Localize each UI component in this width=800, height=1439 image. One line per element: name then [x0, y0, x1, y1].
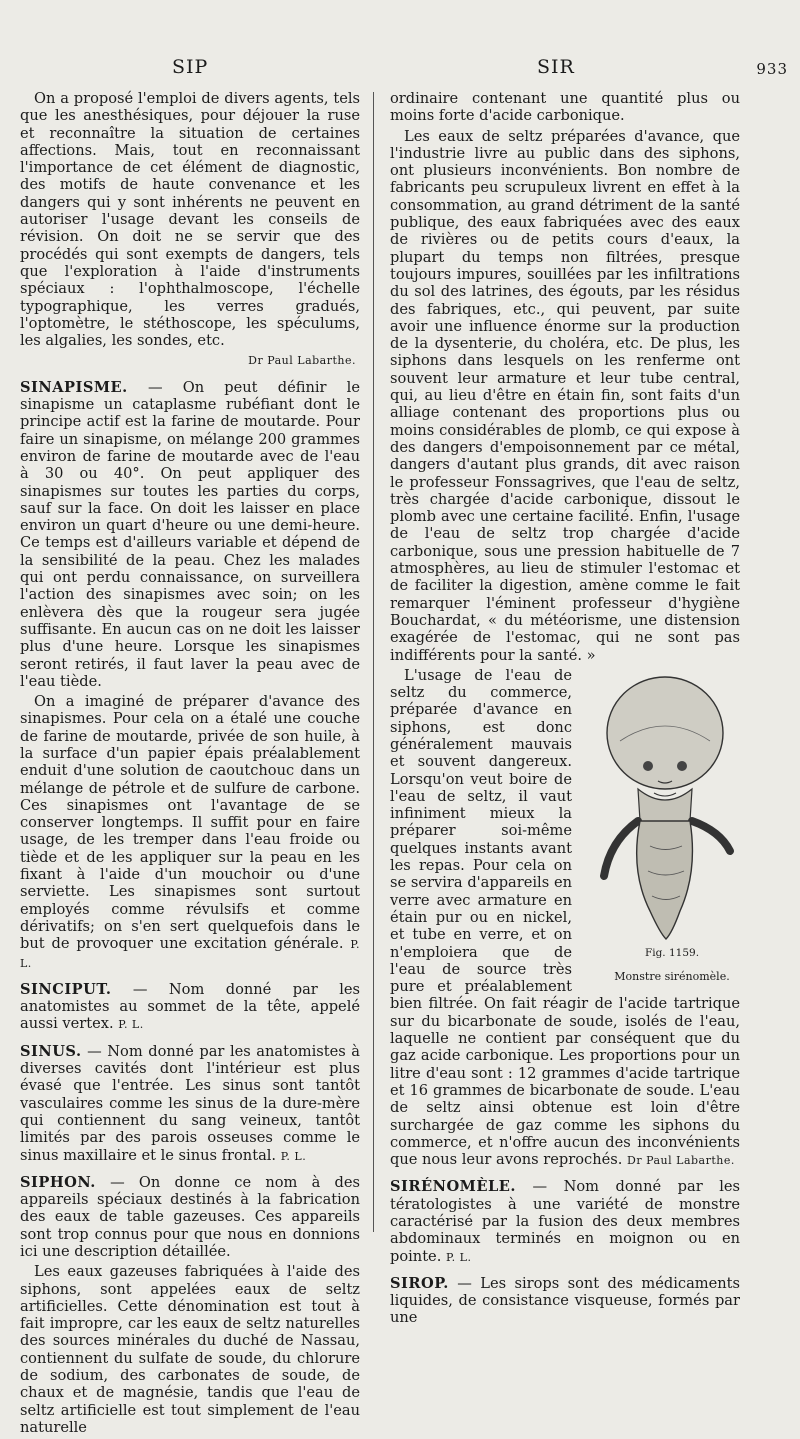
entry-sinus: [20, 1043, 360, 1165]
entry-headword: SIROP.: [390, 1274, 449, 1292]
entry-signature: P. L.: [445, 1250, 472, 1264]
entry-sirenomele: [390, 1178, 740, 1265]
entry-headword: SINAPISME.: [20, 378, 128, 396]
sinapisme-paragraph: [20, 693, 360, 972]
intro-paragraph: On a proposé l'emploi de divers agents, tels que les anesthésiques, pour déjouer la ruse et reconnaître la situation de certaines affections. Mais, tout en reconnaissant l'importance de cet élément de diagnostic, des motifs de haute convenance et les dangers qui y sont inhérents ne peuvent en autoriser l'usage devant les conseils de révision. On doit ne se servir que des procédés qui sont exempts de dangers, tels que l'exploration à l'aide d'instruments spéciaux : l'ophthalmoscope, l'échelle typographique, les verres gradués, l'optomètre, le stéthoscope, les spéculums, les algalies, les sondes, etc.: [20, 90, 360, 350]
entry-signature: P. L.: [20, 938, 361, 970]
entry-text: — Les sirops sont des médicaments liquides, de consistance visqueuse, formés par une: [390, 1274, 741, 1327]
entry-headword: SIPHON.: [20, 1173, 96, 1191]
entry-signature: Dr Paul Labarthe.: [627, 1154, 735, 1168]
sirenomele-illustration: [590, 671, 740, 941]
siphon-continuation: ordinaire contenant une quantité plus ou moins forte d'acide carbonique.: [390, 90, 740, 125]
running-head-left: SIP: [172, 56, 209, 78]
entry-text: — On peut définir le sinapisme un cataplasme rubéfiant dont le principe actif est la farine de moutarde. Pour faire un sinapisme, on mélange 200 grammes environ de farine de moutarde avec de l'eau à 30 ou 40°. On peut appliquer des sinapismes sur toutes les parties du corps, sauf sur la face. On doit les laisser en place environ un quart d'heure ou une demi-heure. Ce temps est d'ailleurs variable et dépend de la sensibilité de la peau. Chez les malades qui ont perdu connaissance, on surveillera l'action des sinapismes avec soin; on les enlèvera dès que la rougeur sera jugée suffisante. En aucun cas on ne doit les laisser plus d'une heure. Lorsque les sinapismes seront retirés, il faut laver la peau avec de l'eau tiède.: [20, 378, 360, 690]
entry-siphon: [20, 1174, 360, 1260]
siphon-paragraph-with-figure: [390, 667, 740, 1170]
intro-signature: Dr Paul Labarthe.: [248, 354, 356, 368]
entry-signature: P. L.: [118, 1018, 144, 1032]
entry-headword: SINUS.: [20, 1042, 82, 1060]
figure-number: Fig. 1159.: [644, 946, 700, 959]
right-column: [390, 90, 740, 1330]
siphon-paragraph: Les eaux de seltz préparées d'avance, que l'industrie livre au public dans des siphons, ont plusieurs inconvénients. Bon nombre de fabricants peu scrupuleux livrent en effet à la consommation, au grand détriment de la santé publique, des eaux fabriquées avec des eaux de rivières ou de petits cours d'eaux, la plupart du temps non filtrées, presque toujours impures, souillées par les infiltrations du sol des latrines, des égouts, par les résidus des fabriques, etc., qui peuvent, par suite avoir une influence énorme sur la production de la dysenterie, du choléra, etc. De plus, les siphons dans lesquels on les renferme ont souvent leur armature et leur tube central, qui, au lieu d'être en étain fin, sont faits d'un alliage contenant des proportions plus ou moins considérables de plomb, ce qui expose à des dangers d'empoisonnement par ce métal, dangers d'autant plus grands, dit avec raison le professeur Fonssagrives, que l'eau de seltz, très chargée d'acide carbonique, dissout le plomb avec une certaine facilité. Enfin, l'usage de l'eau de seltz trop chargée d'acide carbonique, sous une pression habituelle de 7 atmosphères, au lieu de stimuler l'estomac et de faciliter la digestion, amène comme le fait remarquer l'éminent professeur d'hygiène Bouchardat, « du météorisme, une distension exagérée de l'estomac, qui ne sont pas indifférents pour la santé. »: [390, 127, 740, 664]
left-column: [20, 90, 360, 1439]
page-number: 933: [756, 60, 788, 78]
entry-signature: P. L.: [280, 1149, 307, 1163]
entry-headword: SINCIPUT.: [20, 980, 112, 998]
figure-caption: Monstre sirénomèle.: [614, 970, 730, 984]
entry-text: — Nom donné par les tératologistes à une variété de monstre caractérisé par la fusion des deux membres abdominaux terminés en moignon ou en pointe.: [390, 1178, 740, 1265]
entry-sinapisme: [20, 379, 360, 690]
siphon-paragraph: Les eaux gazeuses fabriquées à l'aide des siphons, sont appelées eaux de seltz artificielles. Cette dénomination est tout à fait impropre, car les eaux de seltz naturelles des sources minérales du duché de Nassau, contiennent du sulfate de soude, du chlorure de sodium, des carbonates de soude, de chaux et de magnésie, tandis que l'eau de seltz artificielle est tout simplement de l'eau naturelle: [20, 1263, 360, 1436]
entry-sinciput: [20, 981, 360, 1034]
entry-headword: SIRÉNOMÈLE.: [390, 1178, 516, 1196]
entry-text: On a imaginé de préparer d'avance des sinapismes. Pour cela on a étalé une couche de farine de moutarde, privée de son huile, à la surface d'un papier épais préalablement enduit d'une solution de caoutchouc dans un mélange de pétrole et de sulfure de carbone. Ces sinapismes ont l'avantage de se conserver longtemps. Il suffit pour en faire usage, de les tremper dans l'eau froide ou tiède et de les appliquer sur la peau en les fixant à l'aide d'un mouchoir ou d'une serviette. Les sinapismes sont surtout employés comme révulsifs et comme dérivatifs; on s'en sert quelquefois dans le but de provoquer une excitation générale.: [20, 693, 360, 953]
entry-text: — Nom donné par les anatomistes au sommet de la tête, appelé aussi vertex.: [20, 980, 361, 1033]
figure-1159: [580, 671, 750, 991]
entry-sirop: [390, 1275, 740, 1327]
entry-text: — On donne ce nom à des appareils spéciaux destinés à la fabrication des eaux de table gazeuses. Ces appareils sont trop connus pour que nous en donnions ici une description détaillée.: [20, 1173, 361, 1260]
entry-text: — Nom donné par les anatomistes à diverses cavités dont l'intérieur est plus évasé que l'entrée. Les sinus sont tantôt vasculaires comme les sinus de la dure-mère qui contiennent du sang veineux, tantôt limités par des parois osseuses comme le sinus maxillaire et le sinus frontal.: [20, 1042, 361, 1164]
running-head-right: SIR: [537, 56, 575, 78]
entry-text: L'usage de l'eau de seltz du commerce, préparée d'avance en siphons, est donc généralement mauvais et souvent dangereux. Lorsqu'on veut boire de l'eau de seltz, il vaut infiniment mieux la préparer soi-même quelques instants avant les repas. Pour cela on se servira d'appareils en verre avec armature en étain pur ou en nickel, et tube en verre, et on n'emploiera que de l'eau de source très pure et préalablement bien filtrée. On fait réagir de l'acide tartrique sur du bicarbonate de soude, isolés de l'eau, laquelle ne contient par conséquent que du gaz acide carbonique. Les proportions pour un litre d'eau sont : 12 grammes d'acide tartrique et 16 grammes de bicarbonate de soude. L'eau de seltz ainsi obtenue est loin d'être surchargée de gaz comme les siphons du commerce, et n'offre aucun des inconvénients que nous leur avons reprochés.: [390, 666, 740, 1169]
column-divider: [373, 92, 374, 1232]
